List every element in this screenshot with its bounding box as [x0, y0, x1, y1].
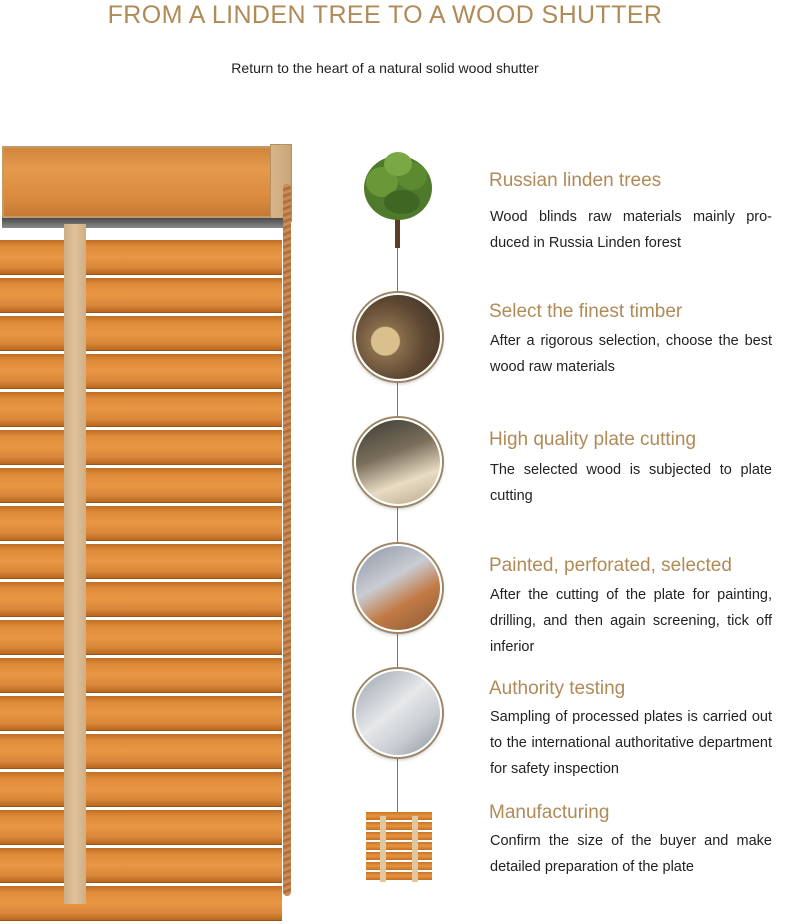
blind-slat	[0, 658, 282, 693]
blind-slat	[0, 582, 282, 617]
plate-cutting-photo	[354, 418, 442, 506]
step-description: Confirm the size of the buyer and make detailed preparation of the plate	[490, 833, 772, 875]
step-title: Painted, perforated, selected	[489, 555, 732, 576]
blind-slat	[0, 240, 282, 275]
blind-slat	[0, 848, 282, 883]
blind-slat	[0, 734, 282, 769]
blind-slat	[0, 392, 282, 427]
blind-slats	[0, 240, 282, 924]
blind-slat	[0, 620, 282, 655]
blind-pull-cord	[283, 184, 291, 896]
blind-slat	[0, 506, 282, 541]
painting-drilling-photo	[354, 544, 442, 632]
blind-slat	[0, 886, 282, 921]
step-description: Sampling of processed plates is carried out to the international authoritative department for safety inspection	[490, 709, 772, 777]
blind-slat	[0, 810, 282, 845]
finished-blind-icon	[366, 812, 432, 882]
blind-slat	[0, 772, 282, 807]
timber-logs-photo	[354, 293, 442, 381]
blind-slat	[0, 354, 282, 389]
lab-testing-photo	[354, 669, 442, 757]
blind-slat	[0, 316, 282, 351]
step-description: Wood blinds raw materials mainly pro- duced in Russia Linden forest	[490, 209, 772, 251]
step-title: High quality plate cutting	[489, 429, 697, 450]
step-title: Manufacturing	[489, 802, 610, 823]
blind-slat	[0, 430, 282, 465]
blind-headrail	[2, 146, 272, 218]
blind-ladder-tape	[64, 224, 86, 904]
step-description: The selected wood is subjected to plate cutting	[490, 462, 772, 504]
tree-icon	[358, 146, 438, 250]
step-description: After a rigorous selection, choose the best wood raw materials	[490, 333, 772, 375]
blind-headrail-shadow	[2, 218, 287, 228]
blind-slat	[0, 696, 282, 731]
blind-slat	[0, 468, 282, 503]
step-description: After the cutting of the plate for painting, drilling, and then again screening, tick off inferior	[490, 587, 772, 655]
step-title: Russian linden trees	[489, 170, 662, 191]
page-subtitle: Return to the heart of a natural solid wood shutter	[231, 60, 539, 76]
page-title: FROM A LINDEN TREE TO A WOOD SHUTTER	[107, 1, 663, 29]
blind-slat	[0, 544, 282, 579]
wood-blind-illustration	[0, 144, 305, 896]
step-title: Authority testing	[489, 678, 626, 699]
step-title: Select the finest timber	[489, 301, 683, 322]
blind-slat	[0, 278, 282, 313]
